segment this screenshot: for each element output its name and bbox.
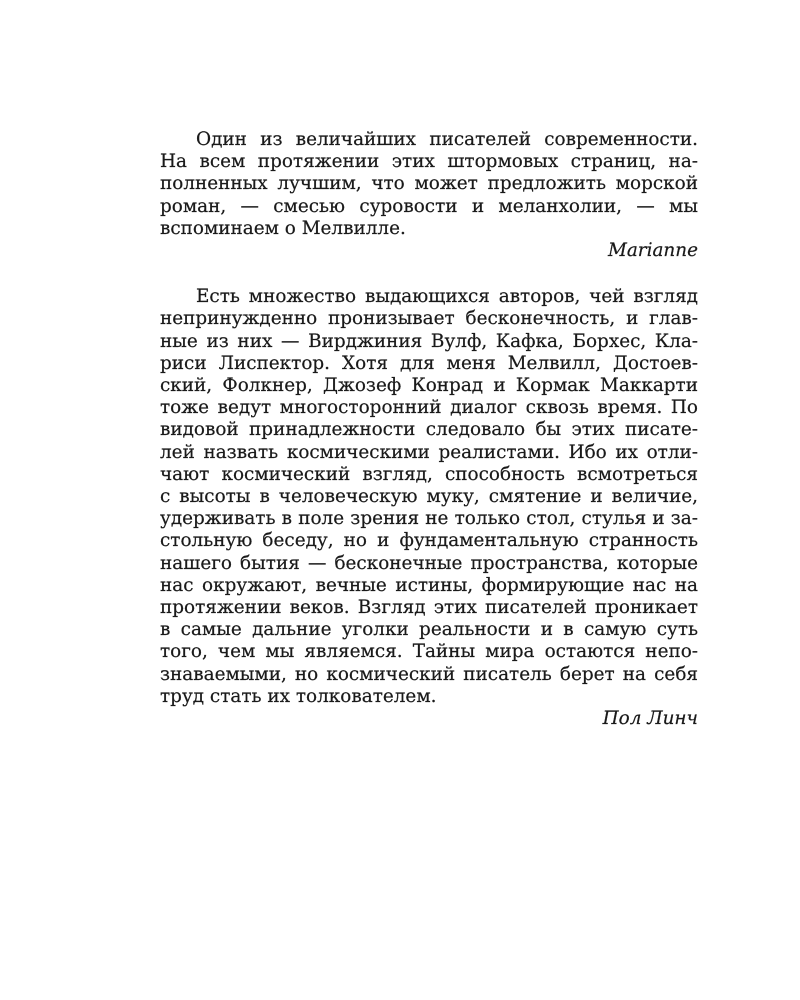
quote-attribution-paul-lynch: Пол Линч [602, 708, 698, 730]
quote-line: того, чем мы являемся. Тайны мира остаются непо- [160, 641, 698, 663]
quote-line: ные из них — Вирджиния Вулф, Кафка, Борхес, Кла- [160, 330, 698, 352]
quote-line: полненных лучшим, что может предложить морской [160, 173, 698, 195]
quote-line: знаваемыми, но космический писатель берет на себя [160, 663, 698, 685]
quote-line: Есть множество выдающихся авторов, чей взгляд [196, 286, 698, 308]
quote-line: чают космический взгляд, способность всмотреться [160, 463, 698, 485]
quote-line: лей назвать космическими реалистами. Ибо их отли- [160, 441, 698, 463]
quote-line: нашего бытия — бесконечные пространства, которые [160, 552, 698, 574]
quote-line: На всем протяжении этих штормовых страниц, на- [160, 151, 698, 173]
quote-attribution-marianne: Marianne [607, 240, 698, 262]
quote-line: вспоминаем о Мелвилле. [160, 217, 406, 239]
book-page [160, 129, 698, 730]
quote-line: тоже ведут многосторонний диалог сквозь время. По [160, 397, 698, 419]
quote-line: видовой принадлежности следовало бы этих писате- [160, 419, 698, 441]
quote-line: ский, Фолкнер, Джозеф Конрад и Кормак Маккарти [160, 375, 698, 397]
quote-line: Один из величайших писателей современности. [196, 129, 698, 150]
quote-line: удерживать в поле зрения не только стол, стулья и за- [160, 508, 698, 530]
quote-line: нас окружают, вечные истины, формирующие нас на [160, 574, 698, 596]
quote-line: стольную беседу, но и фундаментальную странность [160, 530, 698, 552]
quote-paul-lynch [160, 286, 698, 708]
quote-line: роман, — смесью суровости и меланхолии, — мы [160, 195, 698, 217]
quote-line: труд стать их толкователем. [160, 685, 437, 707]
quote-line: в самые дальние уголки реальности и в самую суть [160, 619, 698, 641]
quote-line: с высоты в человеческую муку, смятение и величие, [160, 486, 698, 508]
quote-line: риси Лиспектор. Хотя для меня Мелвилл, Достоев- [160, 352, 698, 374]
quote-marianne [160, 129, 698, 240]
quote-line: непринужденно пронизывает бесконечность, и глав- [160, 308, 698, 330]
quote-line: протяжении веков. Взгляд этих писателей проникает [160, 597, 698, 619]
